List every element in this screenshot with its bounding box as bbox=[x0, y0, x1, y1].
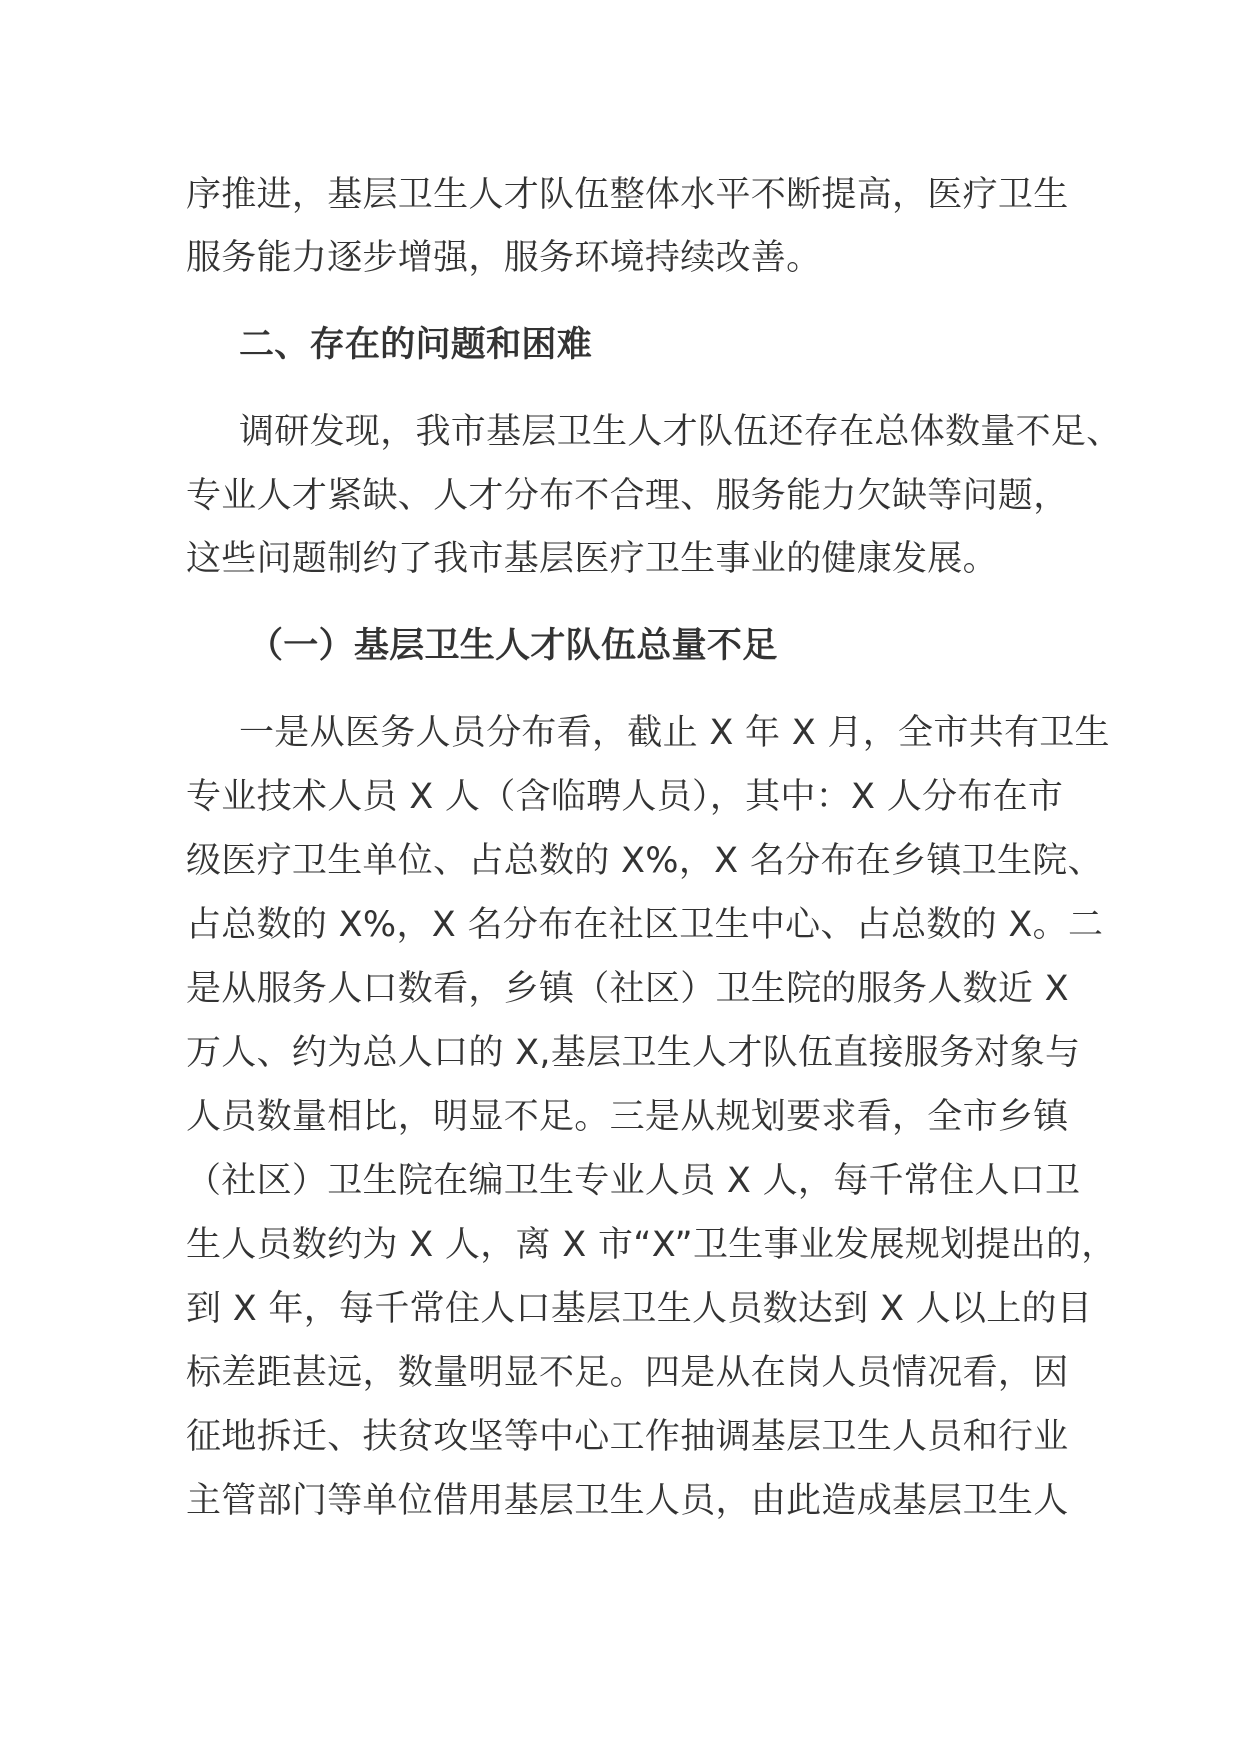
paragraph-line: 标差距甚远，数量明显不足。四是从在岗人员情况看，因 bbox=[186, 1353, 1069, 1393]
paragraph-line: 调研发现，我市基层卫生人才队伍还存在总体数量不足、 bbox=[239, 412, 1122, 452]
paragraph-line: 序推进，基层卫生人才队伍整体水平不断提高，医疗卫生 bbox=[186, 175, 1069, 215]
paragraph-line: 服务能力逐步增强，服务环境持续改善。 bbox=[186, 238, 822, 278]
paragraph-line: 一是从医务人员分布看，截止 X 年 X 月，全市共有卫生 bbox=[239, 713, 1110, 753]
paragraph-line: 到 X 年，每千常住人口基层卫生人员数达到 X 人以上的目 bbox=[186, 1289, 1093, 1329]
subsection-heading: （一）基层卫生人才队伍总量不足 bbox=[248, 626, 778, 666]
paragraph-line: 人员数量相比，明显不足。三是从规划要求看，全市乡镇 bbox=[186, 1097, 1069, 1137]
paragraph-line: （社区）卫生院在编卫生专业人员 X 人，每千常住人口卫 bbox=[186, 1161, 1081, 1201]
paragraph-line: 专业技术人员 X 人（含临聘人员），其中：X 人分布在市 bbox=[186, 777, 1064, 817]
paragraph-line: 万人、约为总人口的 X,基层卫生人才队伍直接服务对象与 bbox=[186, 1033, 1081, 1073]
paragraph-line: 征地拆迁、扶贫攻坚等中心工作抽调基层卫生人员和行业 bbox=[186, 1417, 1069, 1457]
paragraph-line: 占总数的 X%，X 名分布在社区卫生中心、占总数的 X。二 bbox=[186, 905, 1104, 945]
section-heading: 二、存在的问题和困难 bbox=[239, 325, 593, 365]
paragraph-line: 是从服务人口数看，乡镇（社区）卫生院的服务人数近 X bbox=[186, 969, 1069, 1009]
paragraph-line: 专业人才紧缺、人才分布不合理、服务能力欠缺等问题， bbox=[186, 476, 1069, 516]
paragraph-line: 主管部门等单位借用基层卫生人员，由此造成基层卫生人 bbox=[186, 1481, 1069, 1521]
paragraph-line: 级医疗卫生单位、占总数的 X%，X 名分布在乡镇卫生院、 bbox=[186, 841, 1103, 881]
paragraph-line: 生人员数约为 X 人，离 X 市“X”卫生事业发展规划提出的， bbox=[186, 1225, 1117, 1265]
paragraph-line: 这些问题制约了我市基层医疗卫生事业的健康发展。 bbox=[186, 539, 998, 579]
